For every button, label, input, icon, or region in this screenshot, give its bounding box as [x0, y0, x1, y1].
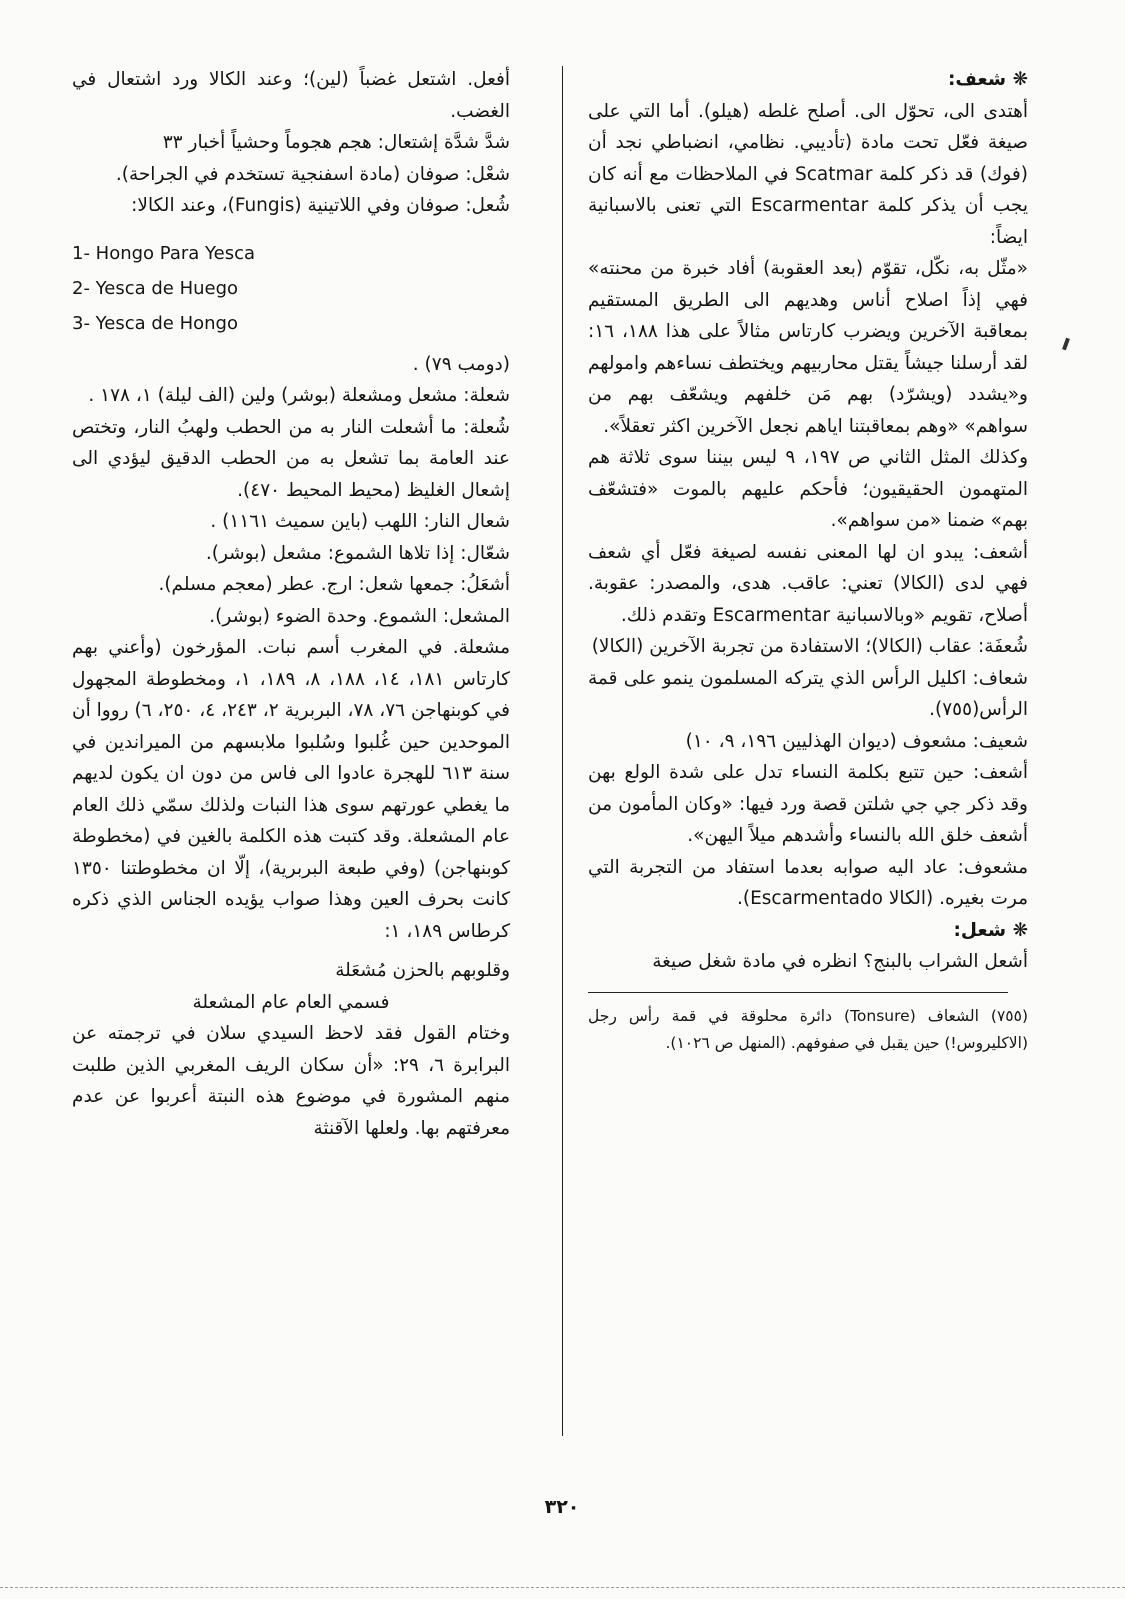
entry-heading-shaal: [588, 915, 1028, 947]
paragraph: شعْل: صوفان (مادة اسفنجية تستخدم في الجراحة).: [115, 163, 510, 185]
asterism-icon: ❋: [1012, 919, 1028, 941]
footnote-rule: [588, 992, 1008, 993]
paragraph: مشعلة. في المغرب أسم نبات. المؤرخون (وأعني بهم كارتاس ١٨١، ١٤، ١٨٨، ٨، ١٨٩، ١، ومخطوطة المجهول في كوبنهاجن ٧٦، ٧٨، البربرية ٢، ٢٤٣، ٤، ٢٥٠، ٦) رووا أن الموحدين حين غُلبوا وسُلبوا ملابسهم من الميراندين في سنة ٦١٣ للهجرة عادوا الى فاس من دون ان يكون لديهم ما يغطي عورتهم سوى هذا النبات ولذلك سمّي ذلك العام عام المشعلة. وقد كتبت هذه الكلمة بالغين في (مخطوطة كوبنهاجن) (وفي طبعة البربرية)، إلّا ان مخطوطتنا ١٣٥٠ كانت بحرف العين وهذا صواب يؤيده الجناس الذي ذكره كرطاس ١٨٩، ١:: [72, 637, 510, 942]
paragraph: أشعَلُ: جمعها شعل: ارج. عطر (معجم مسلم).: [158, 574, 510, 595]
paragraph: المشعل: الشموع. وحدة الضوء (بوشر).: [209, 605, 510, 627]
list-item: 2- Yesca de Huego: [72, 277, 239, 299]
heading-text: شعل:: [953, 919, 1007, 941]
paragraph: أشعف: حين تتبع بكلمة النساء تدل على شدة الولع بهن وقد ذكر جي جي شلتن قصة ورد فيها: «وكان المأمون من أشعف خلق الله بالنساء وأشدهم ميلاً اليهن».: [588, 762, 1028, 846]
list-item: 3- Yesca de Hongo: [72, 312, 238, 334]
asterism-icon: ❋: [1012, 69, 1028, 90]
paragraph: مشعوف: عاد اليه صوابه بعدما استفاد من التجربة التي مرت بغيره. (الكالا Escarmentado).: [588, 856, 1028, 909]
paragraph: وختام القول فقد لاحظ السيدي سلان في ترجمته عن البرابرة ٦، ٢٩: «أن سكان الريف المغربي الذين طلبت منهم المشورة في موضوع هذه النبتة أعربوا عن عدم معرفتهم بها. ولعلها الآقنثة: [72, 1023, 510, 1139]
margin-mark: [1062, 338, 1070, 351]
page-number: ٣٢٠: [544, 1496, 580, 1518]
list-item: 1- Hongo Para Yesca: [72, 242, 255, 264]
scan-edge-line: [0, 1587, 1125, 1588]
verse-line: فسمي العام عام المشعلة: [192, 991, 390, 1013]
paragraph: شُعل: صوفان وفي اللاتينية (Fungis)، وعند الكالا:: [131, 195, 510, 216]
left-column: [72, 64, 510, 1144]
paragraph: (دومب ٧٩) .: [412, 353, 510, 375]
heading-text: شعف:: [947, 69, 1007, 90]
paragraph: شعّال: إذا تلاها الشموع: مشعل (بوشر).: [205, 542, 510, 564]
paragraph: شدَّ شدَّة إشتعال: هجم هجوماً وحشياً أخبار ٣٣: [162, 132, 510, 153]
latin-term-list: [72, 236, 510, 341]
paragraph: أفعل. اشتعل غضباً (لين)؛ وعند الكالا ورد اشتعال في الغضب.: [72, 69, 510, 122]
paragraph: شُعلة: ما أشعلت النار به من الحطب ولهبُ النار، وتختص عند العامة بما تشعل به من الحطب الدقيق ليؤدي الى إشعال الغليظ (محيط المحيط ٤٧٠).: [72, 416, 510, 501]
footnote: (٧٥٥) الشعاف (Tonsure) دائرة محلوقة في قمة رأس رجل (الاكليروس!) حين يقبل في صفوفهم. (المنهل ص ١٠٢٦).: [588, 1006, 1028, 1052]
paragraph: شعال النار: اللهب (باين سميث ١١٦١) .: [210, 511, 510, 532]
paragraph: شعلة: مشعل ومشعلة (بوشر) ولين (الف ليلة) ١، ١٧٨ .: [88, 385, 510, 406]
paragraph: أشعف: يبدو ان لها المعنى نفسه لصيغة فعّل أي شعف فهي لدى (الكالا) تعني: عاقب. هدى، والمصدر: عقوبة. أصلاح، تقويم «وبالاسبانية Escarmentar وتقدم ذلك.: [588, 541, 1028, 626]
paragraph: أهتدى الى، تحوّل الى. أصلح غلطه (هيلو). أما التي على صيغة فعّل تحت مادة (تأديبي. نظامي، انضباطي نجد أن (فوك) قد ذكر كلمة Scatmar في الملاحظات مع أنه كان يجب أن يذكر كلمة Escarmentar التي تعنى بالاسبانية ايضاً:: [588, 100, 1028, 248]
verse-line: وقلوبهم بالحزن مُشعَلة: [335, 960, 510, 981]
paragraph: شعيف: مشعوف (ديوان الهذليين ١٩٦، ٩، ١٠): [685, 730, 1028, 752]
paragraph: شُعفَة: عقاب (الكالا)؛ الاستفادة من تجربة الآخرين (الكالا): [591, 636, 1028, 657]
paragraph: أشعل الشراب بالبنج؟ انظره في مادة شغل صيغة: [652, 951, 1028, 972]
right-column: [588, 64, 1028, 1057]
column-divider: [562, 66, 563, 1436]
paragraph: شعاف: اكليل الرأس الذي يتركه المسلمون ينمو على قمة الرأس(٧٥٥).: [588, 667, 1028, 720]
paragraph: «مثّل به، نكّل، تقوّم (بعد العقوبة) أفاد خبرة من محنته» فهي إذاً اصلاح أناس وهديهم الى الطريق المستقيم بمعاقبة الآخرين ويضرب كارتاس مثالاً على هذا ١٨٨، ١٦: لقد أرسلنا جيشاً يقتل محاربيهم ويختطف نساءهم وامولهم و«يشدد (ويشرّد) بهم مَن خلفهم ويشعّف بهم من سواهم» «وهم بمعاقبتنا اياهم نجعل الآخرين اكثر تعقلاً».: [588, 258, 1028, 437]
entry-heading-shaaf: [588, 64, 1028, 96]
paragraph: وكذلك المثل الثاني ص ١٩٧، ٩ ليس بيننا سوى ثلاثة هم المتهمون الحقيقيون؛ فأحكم عليهم بالموت «فتشعّف بهم» ضمنا «من سواهم».: [588, 447, 1029, 531]
